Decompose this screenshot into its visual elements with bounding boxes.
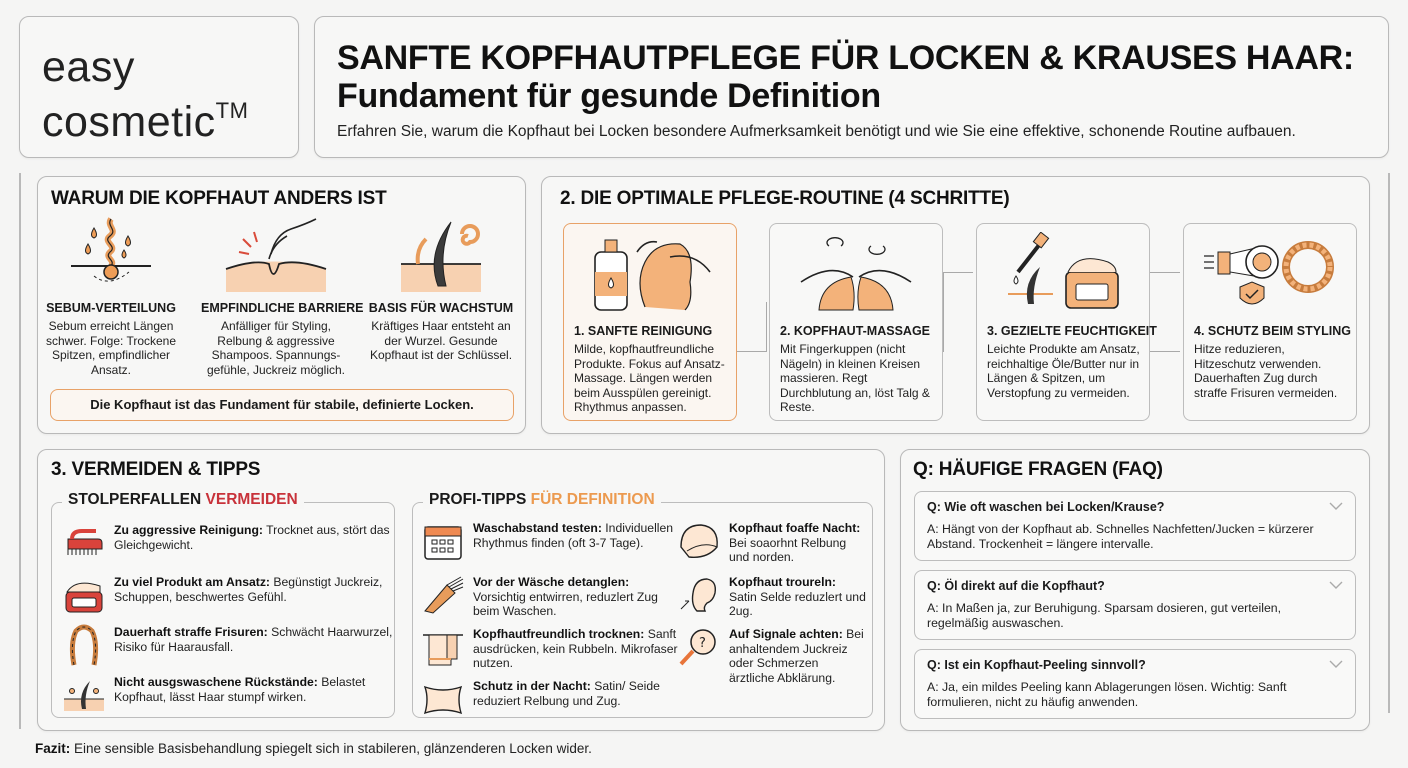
scrub-brush-icon: [62, 523, 106, 563]
svg-text:?: ?: [699, 636, 706, 651]
dropper-cream-icon: [977, 224, 1149, 320]
avoid-title-part2: VERMEIDEN: [205, 491, 298, 508]
why-heading: SEBUM-VERTEILUNG: [46, 301, 176, 315]
tip-item-text: [473, 679, 679, 708]
avoid-tips-section: [37, 449, 885, 731]
item-bold: Dauerhaft straffe Frisuren:: [114, 625, 268, 639]
avoid-item-text: [114, 575, 394, 604]
tip-item: [421, 575, 679, 619]
chevron-down-icon[interactable]: [1329, 580, 1343, 590]
avoid-item-text: [114, 523, 394, 552]
item-body: Sanft ausdrücken, kein Rubbeln. Mikrofaser nutzen.: [473, 627, 678, 670]
tip-item: [421, 679, 679, 719]
step-heading: 4. SCHUTZ BEIM STYLING: [1194, 324, 1351, 338]
avoid-item: [62, 523, 394, 563]
calendar-icon: [421, 521, 465, 561]
pro-tips-box-title: [423, 491, 661, 509]
item-body: Individuellen Rhythmus finden (oft 3-7 Tage).: [473, 521, 674, 550]
tip-item-text: [473, 627, 679, 671]
chevron-down-icon[interactable]: [1329, 501, 1343, 511]
item-body: Begünstigt Juckreiz, Schuppen, beschwertes Gefühl.: [114, 575, 383, 604]
title-card: [314, 16, 1389, 158]
why-section: [37, 176, 526, 434]
step-heading: 2. KOPFHAUT-MASSAGE: [780, 324, 931, 338]
tip-item: [677, 575, 867, 619]
faq-section: [900, 449, 1370, 731]
bonnet-icon: [677, 521, 721, 561]
faq-answer: A: In Maßen ja, zur Beruhigung. Sparsam dosieren, gut verteilen, regelmäßig auswaschen.: [927, 601, 1282, 630]
routine-step-3: [976, 223, 1157, 421]
faq-question[interactable]: Q: Öl direkt auf die Kopfhaut?: [927, 579, 1105, 593]
ear-icon: [677, 575, 721, 615]
pro-title-part2: FÜR DEFINITION: [530, 491, 655, 508]
brand-logo: [42, 45, 248, 144]
item-bold: Kopfhaut foaffe Nacht:: [729, 521, 861, 535]
tip-item-text: [473, 521, 679, 550]
tip-item-text: [473, 575, 679, 619]
logo-card: [19, 16, 299, 158]
brand-line1: easy: [42, 43, 135, 91]
tip-item: [677, 521, 867, 565]
hair-follicle-icon: [366, 213, 516, 295]
item-body: Satin/ Seide reduziert Relbung und Zug.: [473, 679, 660, 708]
avoid-item-text: [114, 675, 394, 704]
item-bold: Schutz in der Nacht:: [473, 679, 591, 693]
item-bold: Kopfhaut troureln:: [729, 575, 836, 589]
tip-item: [421, 521, 679, 561]
faq-answer: A: Ja, ein mildes Peeling kann Ablagerungen lösen. Wichtig: Sanft formulieren, nicht zu häufig anwenden.: [927, 680, 1287, 709]
item-body: Schwächt Haarwurzel, Risiko für Haarausfall.: [114, 625, 393, 654]
routine-step-1: [563, 223, 737, 421]
conclusion: [35, 741, 592, 756]
faq-question[interactable]: Q: Wie oft waschen bei Locken/Krause?: [927, 500, 1165, 514]
conclusion-label: Fazit:: [35, 741, 71, 756]
brand-line2: cosmetic: [42, 98, 216, 146]
avoid-item-text: [114, 625, 394, 654]
comb-icon: [421, 575, 465, 615]
avoid-item: [62, 625, 394, 665]
faq-item[interactable]: [914, 570, 1356, 640]
routine-step-2: [769, 223, 943, 421]
faq-item[interactable]: [914, 649, 1356, 719]
pro-title-part1: PROFI-TIPPS: [429, 491, 527, 508]
faq-question[interactable]: Q: Ist ein Kopfhaut-Peeling sinnvoll?: [927, 658, 1146, 672]
step-connector: [943, 272, 973, 352]
routine-step-4: [1183, 223, 1357, 421]
item-bold: Zu aggressive Reinigung:: [114, 523, 263, 537]
step-body: Hitze reduzieren, Hitzeschutz verwenden. Dauerhaften Zug durch straffe Frisuren vermeiden.: [1194, 342, 1338, 400]
why-column-growth: [366, 213, 516, 363]
towel-icon: [421, 627, 465, 667]
shampoo-bottle-icon: [564, 224, 736, 320]
section-title-why: WARUM DIE KOPFHAUT ANDERS IST: [51, 188, 387, 209]
routine-section: [541, 176, 1370, 434]
item-body: Bei soaorhnt Relbung und norden.: [729, 535, 847, 564]
sebum-hair-icon: [36, 213, 186, 295]
why-key-message: Die Kopfhaut ist das Fundament für stabile, definierte Locken.: [50, 389, 514, 421]
left-guide-line: [19, 173, 21, 729]
avoid-item: [62, 575, 394, 615]
sensitive-skin-icon: [201, 213, 351, 295]
title-line2: Fundament für gesunde Definition: [337, 77, 881, 115]
page-subtitle: Erfahren Sie, warum die Kopfhaut bei Locken besondere Aufmerksamkeit benötigt und wie Sie eine effektive, schonende Routine aufbauen.: [337, 123, 1296, 140]
residue-follicle-icon: [62, 675, 106, 715]
tip-item: [677, 627, 867, 685]
step-body: Mit Fingerkuppen (nicht Nägeln) in kleinen Kreisen massieren. Regt Durchblutung an, löst Talg & Reste.: [780, 342, 930, 414]
step-body: Milde, kopfhautfreundliche Produkte. Fokus auf Ansatz-Massage. Längen werden beim Ausspülen gereinigt. Rhythmus anpassen.: [574, 342, 725, 414]
tip-item-text: [729, 627, 867, 685]
title-line1: SANFTE KOPFHAUTPFLEGE FÜR LOCKEN & KRAUSES HAAR:: [337, 39, 1354, 77]
item-bold: Waschabstand testen:: [473, 521, 602, 535]
scalp-massage-icon: [770, 224, 942, 320]
tip-item-text: [729, 521, 867, 565]
why-column-sebum: [36, 213, 186, 377]
pillow-icon: [421, 679, 465, 719]
why-heading: BASIS FÜR WACHSTUM: [368, 301, 514, 315]
why-body: Anfälliger für Styling, Relbung & aggressive Shampoos. Spannungs-gefühle, Juckreiz möglich.: [206, 319, 346, 377]
why-body: Kräftiges Haar entsteht an der Wurzel. Gesunde Kopfhaut ist der Schlüssel.: [369, 319, 513, 362]
item-body: Trocknet aus, stört das Gleichgewicht.: [114, 523, 390, 552]
tip-item: [421, 627, 679, 671]
item-bold: Zu viel Produkt am Ansatz:: [114, 575, 270, 589]
step-heading: 3. GEZIELTE FEUCHTIGKEIT: [987, 324, 1157, 338]
avoid-box: [51, 491, 395, 718]
faq-answer: A: Hängt von der Kopfhaut ab. Schnelles Nachfetten/Jucken = kürzerer Abstand. Trockenheit = längere intervalle.: [927, 522, 1314, 551]
step-heading: 1. SANFTE REINIGUNG: [574, 324, 713, 338]
tip-item-text: [729, 575, 867, 619]
hairdryer-shield-icon: [1184, 224, 1356, 320]
why-column-barrier: [201, 213, 364, 377]
step-connector: [1150, 272, 1180, 352]
item-body: Vorsichtig entwirren, reduzlert Zug beim Waschen.: [473, 589, 658, 618]
braids-icon: [62, 625, 106, 665]
faq-item[interactable]: [914, 491, 1356, 561]
cream-jar-icon: [62, 575, 106, 615]
item-bold: Kopfhautfreundlich trocknen:: [473, 627, 645, 641]
section-title-faq: Q: HÄUFIGE FRAGEN (FAQ): [913, 459, 1163, 480]
step-body: Leichte Produkte am Ansatz, reichhaltige Öle/Butter nur in Längen & Spitzen, um Verstopfung zu vermeiden.: [987, 342, 1140, 400]
pro-tips-box: [412, 491, 873, 718]
item-bold: Nicht ausgswaschene Rückstände:: [114, 675, 318, 689]
item-bold: Vor der Wäsche detanglen:: [473, 575, 630, 589]
why-heading: EMPFINDLICHE BARRIERE: [201, 301, 364, 315]
magnifier-question-icon: [677, 627, 721, 667]
section-title-tips: 3. VERMEIDEN & TIPPS: [51, 459, 261, 480]
step-connector: [737, 302, 767, 352]
chevron-down-icon[interactable]: [1329, 659, 1343, 669]
item-bold: Auf Signale achten:: [729, 627, 843, 641]
conclusion-text: Eine sensible Basisbehandlung spiegelt sich in stabileren, glänzenderen Locken wider.: [70, 741, 592, 756]
why-body: Sebum erreicht Längen schwer. Folge: Trockene Spitzen, empfindlicher Ansatz.: [45, 319, 177, 377]
item-body: Satin Selde reduzlert und 2ug.: [729, 589, 866, 618]
avoid-item: [62, 675, 394, 715]
right-guide-line: [1388, 173, 1390, 713]
avoid-box-title: [62, 491, 304, 509]
avoid-title-part1: STOLPERFALLEN: [68, 491, 202, 508]
item-body: Belastet Kopfhaut, lässt Haar stumpf wirken.: [114, 675, 366, 704]
trademark: TM: [215, 98, 249, 123]
page-title: [337, 39, 1354, 115]
section-title-routine: 2. DIE OPTIMALE PFLEGE-ROUTINE (4 SCHRITTE): [560, 188, 1010, 209]
item-body: Bei anhaltendem Juckreiz oder Schmerzen ärztliche Abklärung.: [729, 627, 864, 685]
